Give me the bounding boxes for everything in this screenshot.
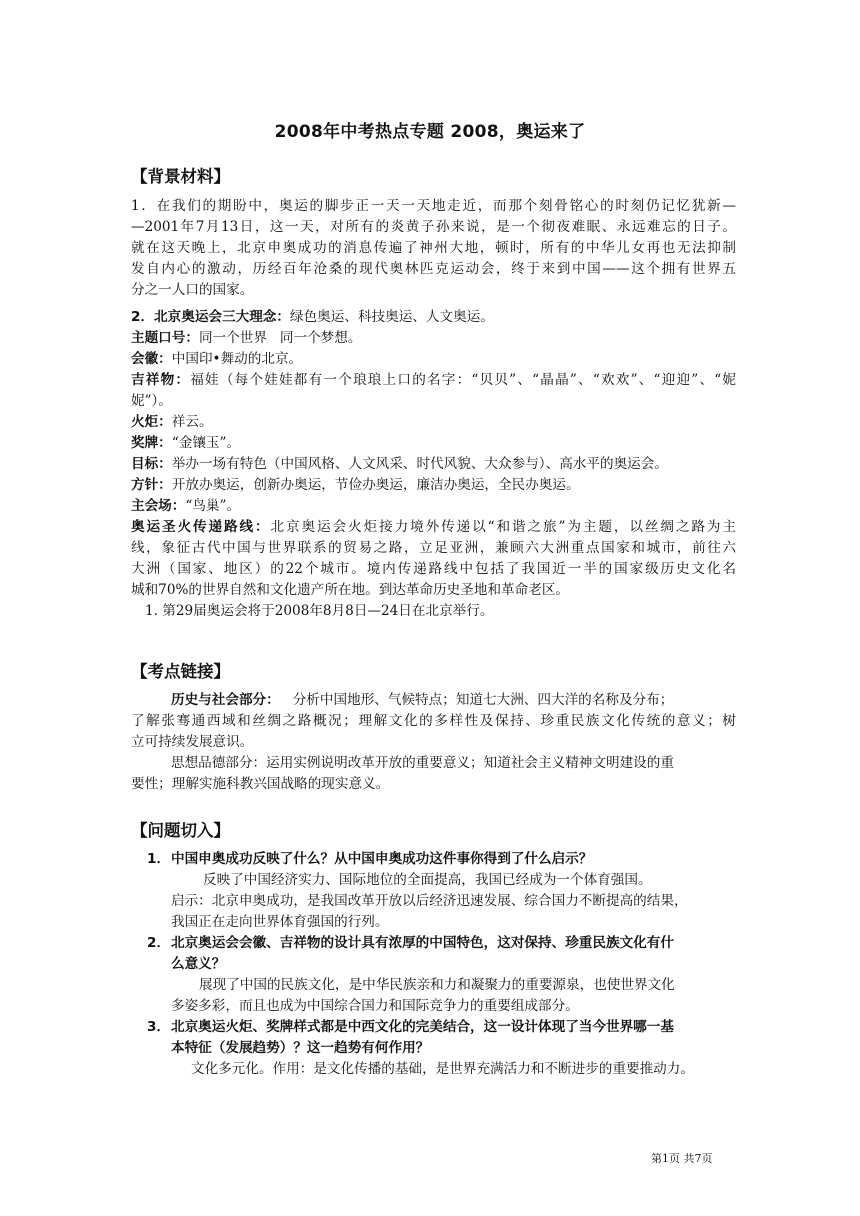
mascot-label: 吉祥物： [131, 372, 191, 388]
slogan [131, 328, 736, 349]
torch-relay [131, 517, 736, 538]
answer-1-line-1: 反映了中国经济实力、国际地位的全面提高，我国已经成为一个体育强国。 [203, 872, 652, 888]
answer-2-line-1: 展现了中国的民族文化，是中华民族亲和力和凝聚力的重要源泉，也使世界文化 [199, 977, 675, 993]
emblem-text: 中国印•舞动的北京。 [171, 351, 303, 367]
background-list [131, 307, 736, 622]
text-line: 分之一人口的国家。 [131, 282, 254, 298]
main-venue [131, 496, 736, 517]
goal-text: 举办一场有特色（中国风格、人文风采、时代风貌、大众参与）、高水平的奥运会。 [171, 456, 668, 472]
question-2-continued: 么意义？ [171, 956, 226, 972]
slogan-label: 主题口号： [131, 330, 199, 346]
medal [131, 433, 736, 454]
section-heading-links: 【考点链接】 [131, 662, 230, 681]
three-concepts [131, 307, 736, 328]
text-line: 线，象征古代中国与世界联系的贸易之路，立足亚洲，兼顾六大洲重点国家和城市，前往六 [131, 540, 736, 556]
slogan-text: 同一个世界 同一个梦想。 [198, 330, 362, 346]
questions-content [147, 849, 737, 1080]
links-content [131, 690, 736, 795]
question-1 [147, 849, 737, 870]
question-2 [147, 933, 737, 954]
text-line: 大洲（国家、地区）的22个城市。境内传递路线中包括了我国近一半的国家级历史文化名 [131, 561, 736, 577]
question-text: 中国申奥成功反映了什么？从中国申奥成功这件事你得到了什么启示？ [171, 851, 593, 867]
mascot-continued: 妮”）。 [131, 393, 172, 409]
main-venue-label: 主会场： [131, 498, 186, 514]
page-number: 第1页 共7页 [651, 1152, 713, 1165]
text-line: 了解张骞通西域和丝绸之路概况；理解文化的多样性及保持、珍重民族文化传统的意义；树 [131, 713, 736, 729]
answer-2-line-2: 多姿多彩，而且也成为中国综合国力和国际竞争力的重要组成部分。 [171, 998, 579, 1014]
answer-1-line-3: 我国正在走向世界体育强国的行列。 [171, 914, 389, 930]
goal [131, 454, 736, 475]
text-line: 城和70%的世界自然和文化遗产所在地。到达革命历史圣地和革命老区。 [131, 582, 570, 598]
history-label: 历史与社会部分： [171, 692, 280, 708]
question-text: 北京奥运会会徽、吉祥物的设计具有浓厚的中国特色，这对保持、珍重民族文化有什 [171, 935, 674, 951]
olympics-dates: 1. 第29届奥运会将于2008年8月8日—24日在北京举行。 [145, 603, 494, 619]
medal-text: “金镶玉”。 [171, 435, 241, 451]
question-number: 3． [147, 1019, 171, 1035]
main-venue-text: “鸟巢”。 [185, 498, 241, 514]
question-number: 1． [147, 851, 171, 867]
torch-relay-label: 奥运圣火传递路线： [131, 519, 271, 535]
text-line: 就在这天晚上，北京申奥成功的消息传遍了神州大地，顿时，所有的中华儿女再也无法抑制 [131, 240, 736, 256]
question-3 [147, 1017, 737, 1038]
torch [131, 412, 736, 433]
three-concepts-label: 2．北京奥运会三大理念： [131, 309, 290, 325]
policy-text: 开放办奥运，创新办奥运，节俭办奥运，廉洁办奥运，全民办奥运。 [171, 477, 580, 493]
section-heading-background: 【背景材料】 [131, 167, 230, 186]
medal-label: 奖牌： [131, 435, 172, 451]
answer-3: 文化多元化。作用：是文化传播的基础，是世界充满活力和不断进步的重要推动力。 [191, 1061, 694, 1077]
goal-label: 目标： [131, 456, 172, 472]
question-number: 2． [147, 935, 171, 951]
torch-label: 火炬： [131, 414, 172, 430]
history-society [131, 690, 736, 711]
torch-text: 祥云。 [171, 414, 213, 430]
mascot [131, 370, 736, 391]
answer-1-line-2: 启示：北京申奥成功，是我国改革开放以后经济迅速发展、综合国力不断提高的结果， [171, 893, 688, 909]
ethics-line-2: 要性；理解实施科教兴国战略的现实意义。 [131, 776, 390, 792]
emblem-label: 会徽： [131, 351, 172, 367]
text-line: —2001年7月13日，这一天，对所有的炎黄子孙来说，是一个彻夜难眠、永远难忘的日子。 [131, 219, 736, 235]
three-concepts-text: 绿色奥运、科技奥运、人文奥运。 [290, 309, 494, 325]
mascot-text: 福娃（每个娃娃都有一个琅琅上口的名字：“贝贝”、“晶晶”、“欢欢”、“迎迎”、“妮 [190, 372, 736, 388]
text-line: 发自内心的激动，历经百年沧桑的现代奥林匹克运动会，终于来到中国——这个拥有世界五 [131, 261, 736, 277]
ethics-line-1: 思想品德部分：运用实例说明改革开放的重要意义；知道社会主义精神文明建设的重 [171, 755, 674, 771]
history-text: 分析中国地形、气候特点；知道七大洲、四大洋的名称及分布； [279, 692, 674, 708]
policy-label: 方针： [131, 477, 172, 493]
torch-relay-text: 北京奥运会火炬接力境外传递以“和谐之旅”为主题，以丝绸之路为主 [270, 519, 736, 535]
background-paragraph-1 [131, 196, 736, 301]
document-title: 2008年中考热点专题 2008，奥运来了 [274, 122, 586, 142]
emblem [131, 349, 736, 370]
text-line: 立可持续发展意识。 [131, 734, 254, 750]
policy [131, 475, 736, 496]
text-line: 1．在我们的期盼中，奥运的脚步正一天一天地走近，而那个刻骨铭心的时刻仍记忆犹新— [131, 198, 736, 214]
question-text: 北京奥运火炬、奖牌样式都是中西文化的完美结合，这一设计体现了当今世界哪一基 [171, 1019, 674, 1035]
question-3-continued: 本特征（发展趋势）？这一趋势有何作用？ [171, 1040, 430, 1056]
section-heading-questions: 【问题切入】 [131, 821, 230, 840]
